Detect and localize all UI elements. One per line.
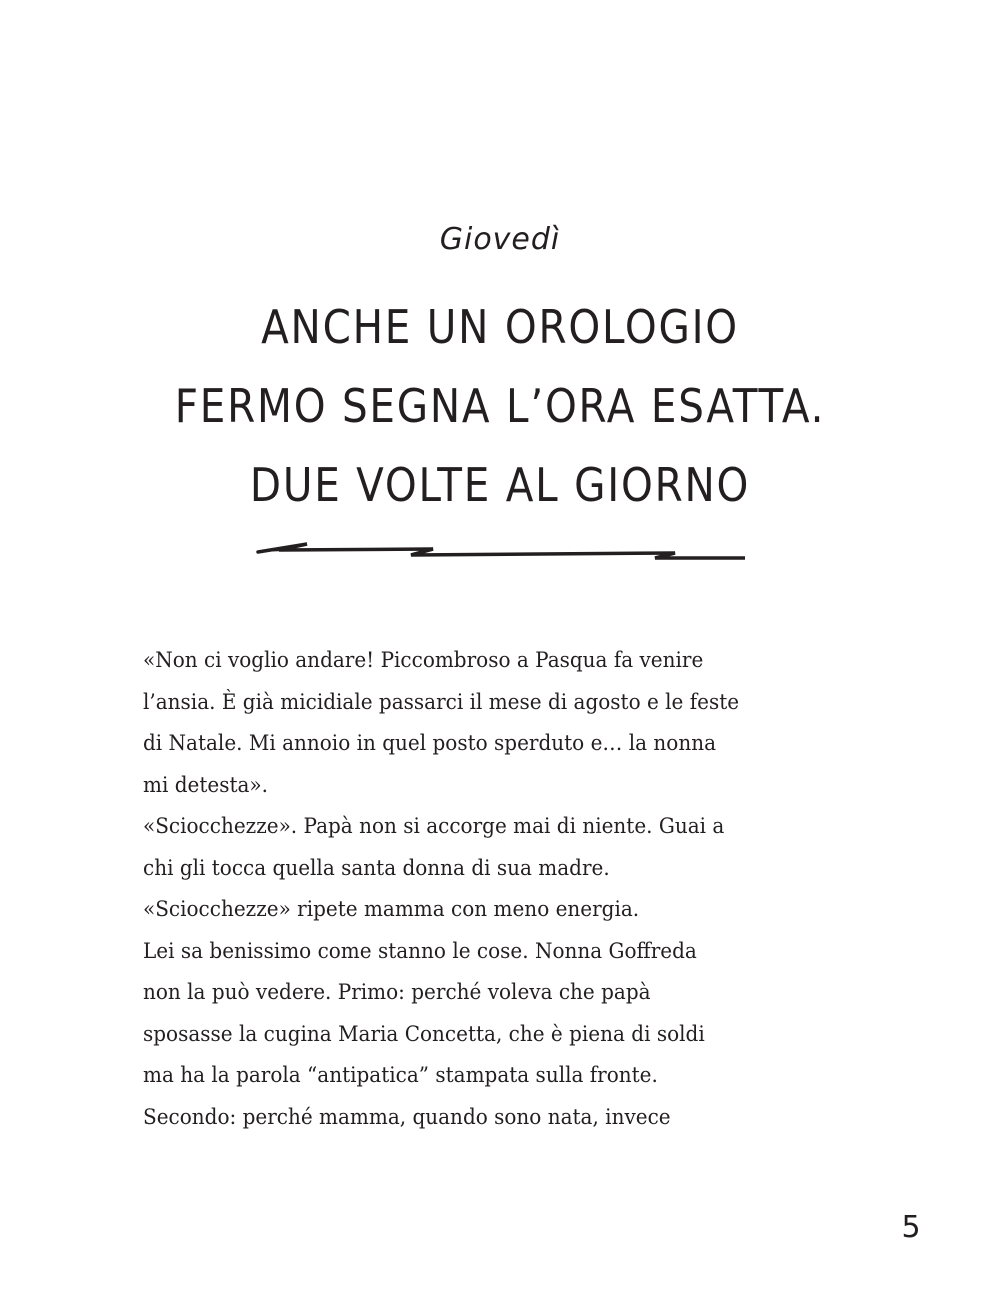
chapter-title <box>60 288 940 525</box>
chapter-title-line: DUE VOLTE AL GIORNO <box>249 458 751 512</box>
page-number: 5 <box>901 1210 921 1245</box>
body-line: «Sciocchezze». Papà non si accorge mai di niente. Guai a <box>143 814 725 839</box>
body-text <box>143 640 813 1138</box>
body-line: ma ha la parola “antipatica” stampata sulla fronte. <box>143 1063 658 1088</box>
body-line: sposasse la cugina Maria Concetta, che è piena di soldi <box>143 1021 705 1047</box>
divider-stroke <box>258 544 745 558</box>
chapter-title-line: ANCHE UN OROLOGIO <box>261 300 739 354</box>
chapter-day-label: Giovedì <box>439 222 561 257</box>
body-line: chi gli tocca quella santa donna di sua madre. <box>143 855 610 881</box>
body-line: mi detesta». <box>143 772 269 798</box>
body-line: Secondo: perché mamma, quando sono nata, invece <box>143 1104 671 1130</box>
body-line: l’ansia. È già micidiale passarci il mese di agosto e le feste <box>143 689 740 715</box>
decorative-divider <box>255 537 745 563</box>
body-line: Lei sa benissimo come stanno le cose. Nonna Goffreda <box>143 938 697 964</box>
body-line: non la può vedere. Primo: perché voleva che papà <box>143 980 651 1005</box>
body-line: di Natale. Mi annoio in quel posto sperduto e… la nonna <box>143 731 717 756</box>
body-line: «Sciocchezze» ripete mamma con meno energia. <box>143 897 640 922</box>
body-line: «Non ci voglio andare! Piccombroso a Pasqua fa venire <box>143 648 704 673</box>
chapter-title-line: FERMO SEGNA L’ORA ESATTA. <box>174 379 826 433</box>
